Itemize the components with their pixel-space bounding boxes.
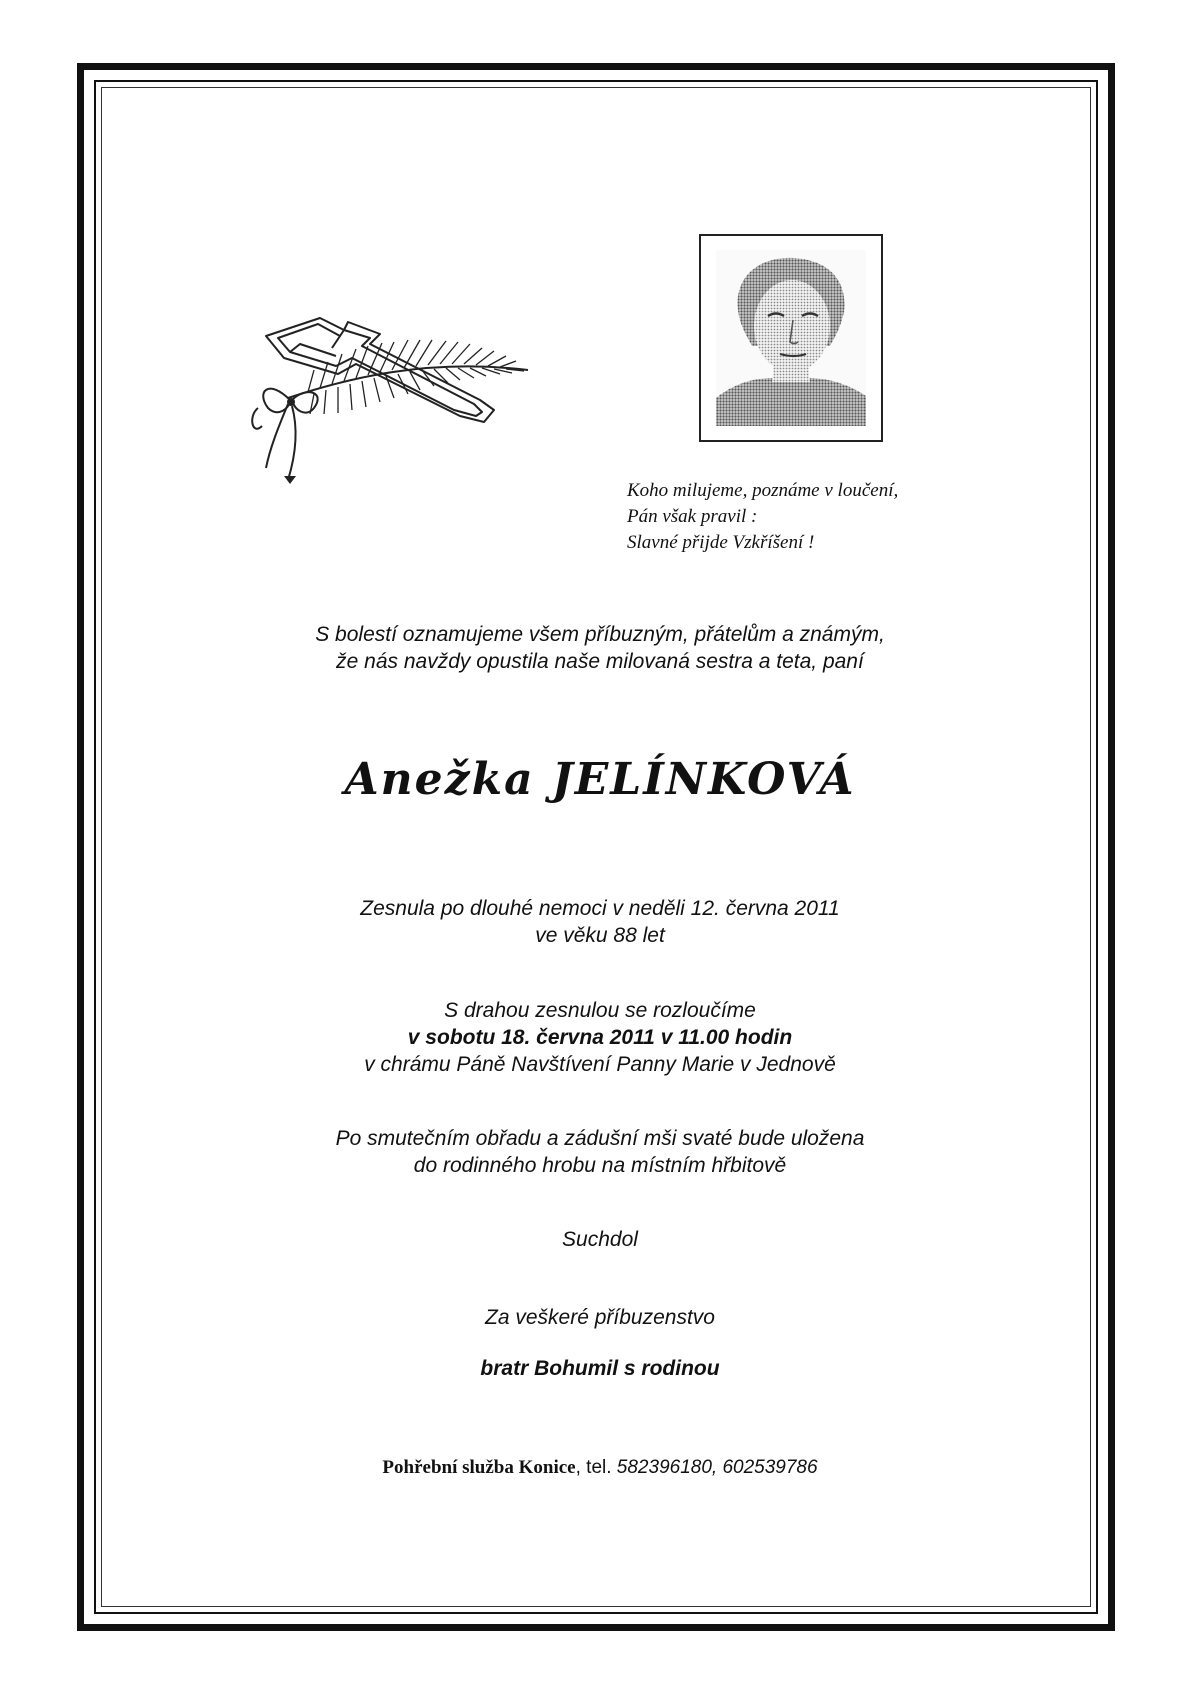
announcement: [220, 621, 980, 675]
farewell-line-1: S drahou zesnulou se rozloučíme: [444, 999, 756, 1022]
burial-line-1: Po smutečním obřadu a zádušní mši svaté bude uložena: [335, 1127, 865, 1150]
farewell-info: [220, 997, 980, 1078]
family-signature: [220, 1355, 980, 1382]
place-name: Suchdol: [562, 1228, 638, 1251]
announcement-line-1: S bolestí oznamujeme všem příbuzným, přátelům a známým,: [315, 623, 885, 646]
burial-info: [220, 1125, 980, 1179]
poem: [627, 478, 1007, 556]
farewell-location: v chrámu Páně Navštívení Panny Marie v Jednově: [364, 1053, 836, 1076]
family-line-2: bratr Bohumil s rodinou: [480, 1357, 720, 1380]
announcement-line-2: že nás navždy opustila naše milovaná sestra a teta, paní: [336, 650, 864, 673]
tel-label: , tel.: [575, 1457, 612, 1478]
poem-line-2: Pán však pravil :: [627, 506, 758, 527]
family-label: [220, 1304, 980, 1331]
funeral-service-footer: [220, 1457, 980, 1479]
poem-line-3: Slavné přijde Vzkříšení !: [627, 532, 815, 553]
farewell-date-time: v sobotu 18. června 2011 v 11.00 hodin: [407, 1026, 793, 1049]
death-info-line-1: Zesnula po dlouhé nemoci v neděli 12. června 2011: [360, 897, 840, 920]
poem-line-1: Koho milujeme, poznáme v loučení,: [627, 480, 899, 501]
burial-line-2: do rodinného hrobu na místním hřbitově: [413, 1154, 787, 1177]
death-info: [220, 895, 980, 949]
family-line-1: Za veškeré příbuzenstvo: [485, 1306, 715, 1329]
cross-with-palm-branch-icon: [248, 308, 568, 498]
death-info-line-2: ve věku 88 let: [535, 924, 665, 947]
portrait-photo: [699, 234, 883, 442]
funeral-service-name: Pohřební služba Konice: [382, 1457, 576, 1478]
place: [220, 1226, 980, 1253]
phone-numbers: 582396180, 602539786: [616, 1457, 818, 1478]
deceased-name: Anežka JELÍNKOVÁ: [344, 754, 856, 805]
